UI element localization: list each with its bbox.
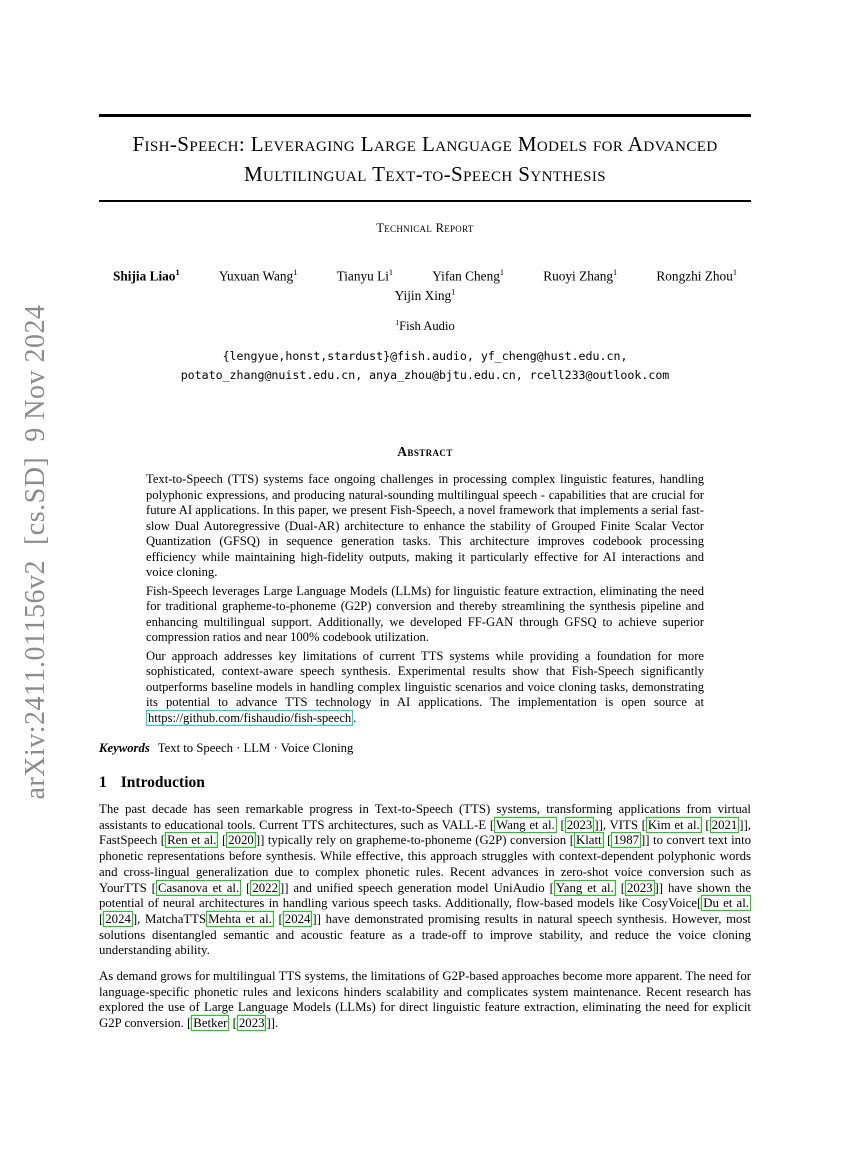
email-block [99, 347, 751, 384]
title-rule-bottom [99, 200, 751, 203]
author-name [337, 268, 393, 284]
author-name [656, 268, 737, 284]
citation-link[interactable]: 2022 [252, 880, 278, 895]
author-affiliation-mark: 1 [613, 268, 618, 277]
author-name [395, 288, 456, 303]
abstract-paragraph: Text-to-Speech (TTS) systems face ongoing challenges in processing complex linguistic features, handling polyphonic expressions, and producing natural-sounding multilingual speech - capabilities that are crucial for future AI applications. In this paper, we present Fish-Speech, a novel framework that implements a serial fast-slow Dual Autoregressive (Dual-AR) architecture to enhance the stability of Grouped Finite Scalar Vector Quantization (GFSQ) in sequence generation tasks. This architecture improves codebook processing efficiency while maintaining high-fidelity outputs, making it particularly effective for AI interactions and voice cloning. [146, 472, 704, 580]
citation-link[interactable]: 2023 [238, 1016, 265, 1031]
author-name-text: Shijia Liao [113, 268, 176, 284]
citation-link[interactable]: 2021 [711, 817, 738, 832]
affiliation-name: Fish Audio [399, 319, 455, 334]
abstract-paragraph: Fish-Speech leverages Large Language Models (LLMs) for linguistic feature extraction, eliminating the need for traditional grapheme-to-phoneme (G2P) conversion and thereby streamlining the synthesis pipeline and enhancing multilingual support. Additionally, we developed FF-GAN through GFSQ to achieve superior compression ratios and near 100% codebook utilization. [146, 583, 704, 645]
citation-link[interactable]: Mehta et al. [208, 911, 272, 926]
abstract-paragraph: Our approach addresses key limitations of current TTS systems while providing a foundation for more sophisticated, context-aware speech synthesis. Experimental results show that Fish-Speech significantly outperforms baseline models in handling complex linguistic scenarios and voice cloning tasks, demonstrating its potential to advance TTS technology in AI applications. The implementation is open source at https://github.com/fishaudio/fish-speech . [146, 648, 704, 725]
citation-link[interactable]: 2020 [228, 833, 254, 848]
author-name-text: Ruoyi Zhang [543, 268, 614, 284]
report-type-label: Technical Report [376, 221, 474, 235]
email-line: {lengyue,honst,stardust}@fish.audio, yf_cheng@hust.edu.cn, [222, 349, 628, 364]
author-affiliation-mark: 1 [732, 268, 737, 277]
author-affiliation-mark: 1 [175, 268, 180, 277]
section-number: 1 [99, 774, 107, 792]
keywords-line [99, 741, 751, 756]
citation-link[interactable]: 2023 [566, 817, 593, 832]
author-name [432, 268, 504, 284]
citation-link[interactable]: Du et al. [703, 896, 749, 911]
affiliation-mark: 1 [395, 317, 400, 327]
keywords-label: Keywords [99, 741, 150, 756]
intro-paragraph-2: As demand grows for multilingual TTS systems, the limitations of G2P-based approaches become more apparent. The need for language-specific phonetic rules and lexicons hinders scalability and complicates system maintenance. Recent research has explored the use of Large Language Models (LLMs) for direct linguistic feature extraction, eliminating the need for explicit G2P conversion. [ Betker [ 2023 ]]. [99, 969, 751, 1031]
abstract-heading: Abstract [397, 444, 453, 460]
citation-link[interactable]: Yang et al. [555, 880, 614, 895]
citation-link[interactable]: Klatt [576, 833, 602, 848]
section-title: Introduction [120, 774, 205, 792]
citation-link[interactable]: Wang et al. [496, 817, 555, 832]
author-affiliation-mark: 1 [388, 268, 394, 277]
authors-row [99, 268, 751, 284]
arxiv-watermark: arXiv:2411.01156v2 [cs.SD] 9 Nov 2024 [20, 304, 51, 800]
citation-link[interactable]: Casanova et al. [157, 880, 240, 895]
author-name [543, 268, 617, 284]
author-name-text: Yuxuan Wang [218, 268, 294, 284]
author-name [113, 268, 180, 284]
author-name-text: Yifan Cheng [432, 268, 500, 284]
author-name-text: Rongzhi Zhou [656, 268, 733, 284]
email-line: potato_zhang@nuist.edu.cn, anya_zhou@bjtu.edu.cn, rcell233@outlook.com [180, 367, 670, 382]
citation-link[interactable]: Ren et al. [167, 833, 217, 848]
author-name [219, 268, 298, 284]
paper-title: Fish-Speech: Leveraging Large Language Models for Advanced Multilingual Text-to-Speech Synthesis [132, 131, 718, 186]
abstract-body [146, 472, 704, 726]
paper-content-column [99, 0, 751, 1032]
citation-link[interactable]: Kim et al. [647, 817, 700, 832]
citation-link[interactable]: 2024 [105, 911, 131, 926]
title-rule-top [99, 114, 751, 117]
citation-link[interactable]: Betker [193, 1016, 228, 1031]
citation-link[interactable]: 1987 [613, 833, 639, 848]
affiliation-line [99, 318, 751, 334]
citation-link[interactable]: 2023 [626, 880, 653, 895]
intro-paragraph-1: The past decade has seen remarkable progress in Text-to-Speech (TTS) systems, transforming applications from virtual assistants to educational tools. Current TTS architectures, such as VALL-E [ Wang et al. [ 2023 ]], VITS [ Kim et al. [ 2021 ]], FastSpeech [ Ren et al. [ 2020 ]] typically rely on grapheme-to-phoneme (G2P) conversion [ Klatt [ 1987 ]] to convert text into phonetic representations before synthesis. While effective, this approach struggles with context-dependent polyphonic words and cross-lingual generalization due to complex phonetic rules. Recent advances in zero-shot voice conversion such as YourTTS [ Casanova et al. [ 2022 ]] and unified speech generation model UniAudio [ Yang et al. [ 2023 ]] have shown the potential of neural architectures in handling various speech tasks. Additionally, flow-based models like CosyVoice[ Du et al. [ 2024 ], MatchaTTS Mehta et al. [ 2024 ]] have demonstrated promising results in natural speech synthesis. However, most solutions disentangled semantic and acoustic feature as a trade-off to improve stability, and reduce the voice cloning understanding ability. [99, 802, 752, 958]
authors-row-2 [99, 287, 751, 303]
external-url-link[interactable]: https://github.com/fishaudio/fish-speech [148, 710, 352, 725]
author-affiliation-mark: 1 [499, 268, 504, 277]
citation-link[interactable]: 2024 [284, 911, 311, 926]
section-heading-introduction [99, 774, 751, 792]
keywords-text: Text to Speech · LLM · Voice Cloning [157, 741, 354, 756]
author-name-text: Tianyu Li [336, 268, 389, 284]
author-affiliation-mark: 1 [293, 268, 298, 277]
author-name-text: Yijin Xing [394, 287, 452, 303]
author-affiliation-mark: 1 [451, 287, 456, 297]
